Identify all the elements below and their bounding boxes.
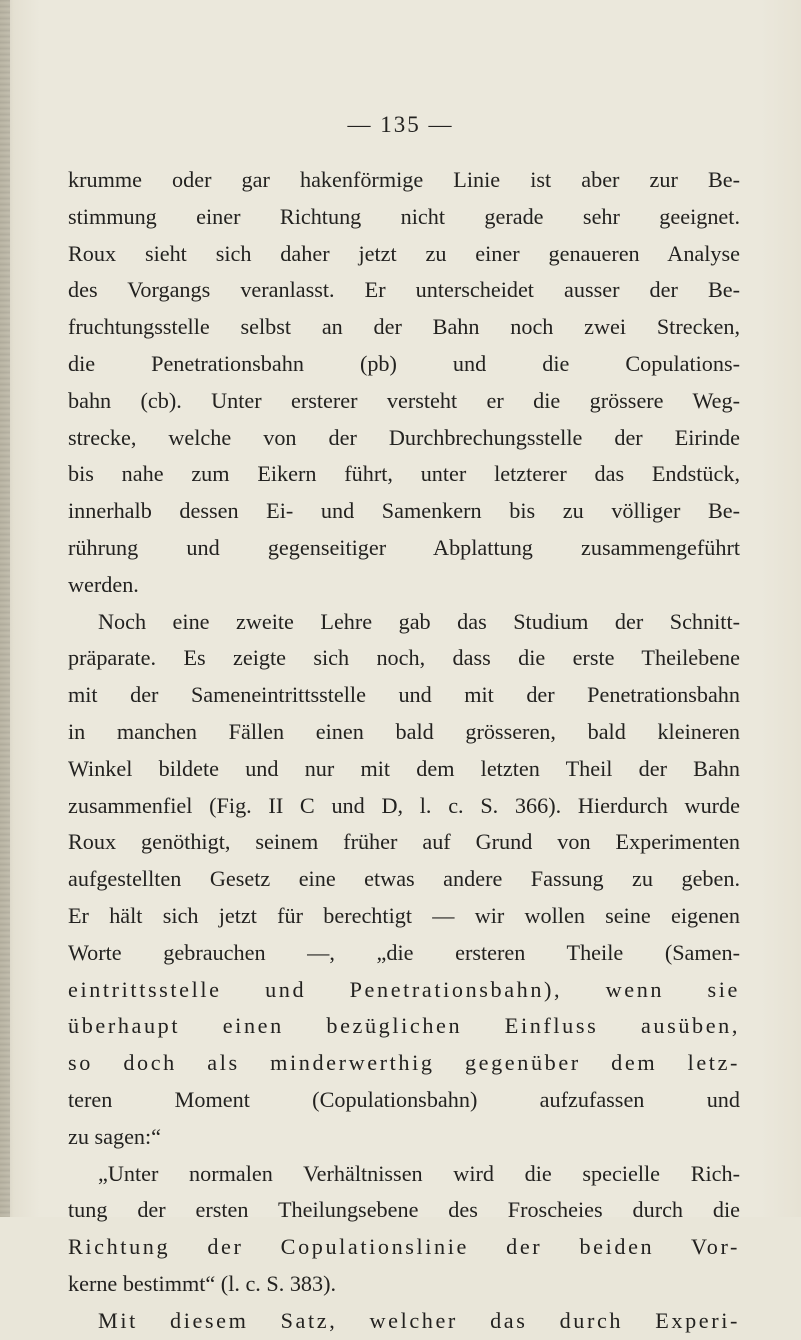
text-line: überhaupt einen bezüglichen Einfluss ausüben,: [68, 1013, 740, 1039]
text-line: innerhalb dessen Ei- und Samenkern bis zu völliger Be-: [68, 498, 740, 524]
text-line: Richtung der Copulationslinie der beiden Vor-: [68, 1234, 740, 1260]
text-line: zusammenfiel (Fig. II C und D, l. c. S. 366). Hierdurch wurde: [68, 792, 740, 818]
text-line: eintrittsstelle und Penetrationsbahn), wenn sie: [68, 976, 740, 1002]
text-line: des Vorgangs veranlasst. Er unterscheidet ausser der Be-: [68, 277, 740, 303]
text-line: teren Moment (Copulationsbahn) aufzufassen und: [68, 1086, 740, 1112]
text-line: strecke, welche von der Durchbrechungsstelle der Eirinde: [68, 424, 740, 450]
text-line: zu sagen:“: [68, 1123, 162, 1149]
text-line: stimmung einer Richtung nicht gerade sehr geeignet.: [68, 203, 740, 229]
page-number: — 135 —: [347, 112, 454, 137]
text-line: krumme oder gar hakenförmige Linie ist aber zur Be-: [68, 167, 740, 192]
text-line: Winkel bildete und nur mit dem letzten Theil der Bahn: [68, 755, 740, 781]
body-text: [68, 162, 740, 1340]
text-line: „Unter normalen Verhältnissen wird die specielle Rich-: [98, 1160, 740, 1186]
text-line: kerne bestimmt“ (l. c. S. 383).: [68, 1270, 337, 1296]
text-line: aufgestellten Gesetz eine etwas andere Fassung zu geben.: [68, 866, 740, 892]
text-line: in manchen Fällen einen bald grösseren, bald kleineren: [68, 718, 740, 744]
text-line: bis nahe zum Eikern führt, unter letzterer das Endstück,: [68, 461, 740, 487]
binding-gutter: [0, 0, 10, 1217]
text-line: Er hält sich jetzt für berechtigt — wir wollen seine eigenen: [68, 902, 740, 928]
text-line: die Penetrationsbahn (pb) und die Copulations-: [68, 350, 740, 376]
text-line: so doch als minderwerthig gegenüber dem letz-: [68, 1050, 740, 1076]
text-line: präparate. Es zeigte sich noch, dass die erste Theilebene: [68, 645, 740, 671]
text-line: Mit diesem Satz, welcher das durch Experi-: [98, 1307, 740, 1333]
text-line: Noch eine zweite Lehre gab das Studium der Schnitt-: [98, 608, 740, 634]
text-line: mit der Sameneintrittsstelle und mit der Penetrationsbahn: [68, 682, 740, 708]
text-line: tung der ersten Theilungsebene des Froscheies durch die: [68, 1197, 740, 1223]
text-line: Roux genöthigt, seinem früher auf Grund von Experimenten: [68, 829, 740, 855]
text-line: Roux sieht sich daher jetzt zu einer genaueren Analyse: [68, 240, 740, 266]
text-line: rührung und gegenseitiger Abplattung zusammengeführt: [68, 534, 740, 560]
text-line: werden.: [68, 571, 139, 597]
text-line: bahn (cb). Unter ersterer versteht er die grössere Weg-: [68, 387, 740, 413]
text-line: fruchtungsstelle selbst an der Bahn noch zwei Strecken,: [68, 314, 740, 340]
text-line: Worte gebrauchen —, „die ersteren Theile (Samen-: [68, 939, 740, 965]
